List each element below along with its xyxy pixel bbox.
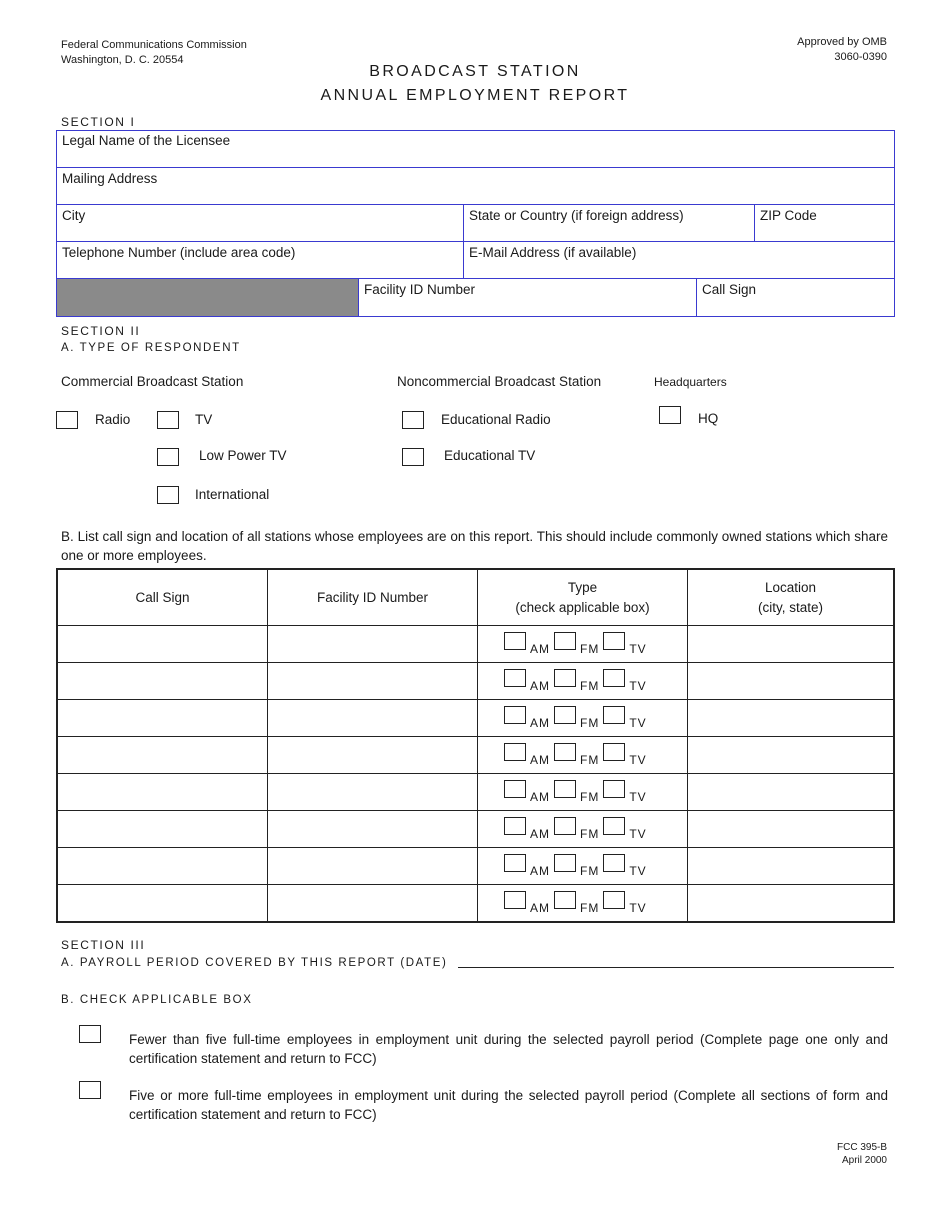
agency-address: Washington, D. C. 20554 [61,54,184,66]
legal-name-field[interactable] [56,130,895,168]
call-sign-label: Call Sign [702,282,757,297]
am-checkbox[interactable] [504,669,526,687]
tv-type-checkbox[interactable] [603,632,625,650]
am-checkbox[interactable] [504,706,526,724]
fm-label: FM [580,642,600,656]
shaded-block [56,278,359,317]
facility-id-header [268,569,478,626]
tv-type-checkbox[interactable] [603,817,625,835]
table-row [57,848,894,885]
page-subtitle: ANNUAL EMPLOYMENT REPORT [320,87,630,104]
fm-label: FM [580,864,600,878]
radio-label: Radio [95,412,131,427]
fm-checkbox[interactable] [554,780,576,798]
location-cell[interactable] [688,626,895,663]
am-label: AM [530,827,550,841]
fm-checkbox[interactable] [554,743,576,761]
tv-type-label: TV [629,901,647,915]
omb-number: 3060-0390 [834,51,887,63]
tv-type-label: TV [629,864,647,878]
type-cell [478,848,688,885]
low-power-tv-label: Low Power TV [199,448,287,463]
facility-id-cell[interactable] [268,811,478,848]
facility-id-cell[interactable] [268,663,478,700]
payroll-period-label: A. PAYROLL PERIOD COVERED BY THIS REPORT (DATE) [61,957,448,969]
call-sign-cell[interactable] [57,737,268,774]
tv-checkbox[interactable] [157,411,179,429]
am-checkbox[interactable] [504,891,526,909]
stations-table [56,568,895,923]
am-label: AM [530,753,550,767]
facility-id-header-text: Facility ID Number [316,589,429,605]
fm-label: FM [580,679,600,693]
location-header-line2: (city, state) [757,599,823,615]
call-sign-header [57,569,268,626]
educational-tv-checkbox[interactable] [402,448,424,466]
payroll-period-line[interactable] [458,967,894,968]
type-cell [478,811,688,848]
agency-name: Federal Communications Commission [61,39,247,51]
educational-radio-checkbox[interactable] [402,411,424,429]
am-label: AM [530,716,550,730]
state-field[interactable] [463,204,755,242]
type-cell [478,663,688,700]
am-label: AM [530,679,550,693]
call-sign-cell[interactable] [57,811,268,848]
call-sign-field[interactable] [696,278,895,317]
tv-type-checkbox[interactable] [603,743,625,761]
table-row [57,885,894,923]
international-label: International [195,487,270,502]
city-field[interactable] [56,204,464,242]
fewer-than-five-checkbox[interactable] [79,1025,101,1043]
type-header-line1: Type [567,579,598,595]
commercial-label: Commercial Broadcast Station [61,374,244,389]
call-sign-cell[interactable] [57,885,268,923]
facility-id-cell[interactable] [268,737,478,774]
location-cell[interactable] [688,774,895,811]
location-header-line1: Location [764,579,817,595]
check-box-heading: B. CHECK APPLICABLE BOX [61,994,253,1006]
fewer-than-five-text: Fewer than five full-time employees in employment unit during the selected payroll period (Complete page one only and certification statement and return to FCC) [129,1032,888,1066]
location-cell[interactable] [688,737,895,774]
mailing-address-label: Mailing Address [62,171,158,186]
educational-radio-label: Educational Radio [441,412,551,427]
call-sign-header-text: Call Sign [135,589,190,605]
tv-type-label: TV [629,642,647,656]
stations-instruction: B. List call sign and location of all stations whose employees are on this report. This should include commonly owned stations which share one or more employees. [61,529,888,563]
location-cell[interactable] [688,700,895,737]
tv-type-label: TV [629,827,647,841]
am-label: AM [530,901,550,915]
call-sign-cell[interactable] [57,626,268,663]
omb-approval: Approved by OMB [797,36,887,48]
table-header-row [57,569,894,626]
fm-label: FM [580,827,600,841]
five-or-more-text: Five or more full-time employees in employment unit during the selected payroll period (Complete all sections of form and certification statement and return to FCC) [129,1088,888,1122]
hq-checkbox[interactable] [659,406,681,424]
fm-label: FM [580,901,600,915]
zip-label: ZIP Code [760,208,817,223]
facility-id-label: Facility ID Number [364,282,476,297]
facility-id-field[interactable] [358,278,697,317]
tv-type-label: TV [629,790,647,804]
educational-tv-label: Educational TV [444,448,536,463]
location-header [688,569,895,626]
low-power-tv-checkbox[interactable] [157,448,179,466]
mailing-address-field[interactable] [56,167,895,205]
tv-type-label: TV [629,716,647,730]
table-row [57,700,894,737]
facility-id-cell[interactable] [268,700,478,737]
five-or-more-checkbox[interactable] [79,1081,101,1099]
email-label: E-Mail Address (if available) [469,245,637,260]
am-label: AM [530,642,550,656]
hq-label: HQ [698,411,719,426]
am-checkbox[interactable] [504,854,526,872]
tv-type-label: TV [629,679,647,693]
am-checkbox[interactable] [504,817,526,835]
table-row [57,737,894,774]
fm-label: FM [580,716,600,730]
email-field[interactable] [463,241,895,279]
page-title: BROADCAST STATION [369,63,581,80]
fm-checkbox[interactable] [554,669,576,687]
form-date: April 2000 [841,1155,887,1166]
fm-checkbox[interactable] [554,891,576,909]
type-header [478,569,688,626]
type-header-line2: (check applicable box) [515,599,650,615]
call-sign-cell[interactable] [57,700,268,737]
section-2-heading: SECTION II [61,324,141,338]
facility-id-cell[interactable] [268,885,478,923]
fm-checkbox[interactable] [554,706,576,724]
fm-checkbox[interactable] [554,854,576,872]
table-row [57,626,894,663]
am-checkbox[interactable] [504,743,526,761]
fm-checkbox[interactable] [554,632,576,650]
location-cell[interactable] [688,885,895,923]
am-checkbox[interactable] [504,780,526,798]
location-cell[interactable] [688,848,895,885]
type-of-respondent-heading: A. TYPE OF RESPONDENT [61,342,241,354]
type-cell [478,774,688,811]
telephone-field[interactable] [56,241,464,279]
radio-checkbox[interactable] [56,411,78,429]
fm-checkbox[interactable] [554,817,576,835]
section-1-heading: SECTION I [61,115,136,129]
tv-label: TV [195,412,213,427]
call-sign-cell[interactable] [57,848,268,885]
call-sign-cell[interactable] [57,663,268,700]
table-row [57,811,894,848]
am-checkbox[interactable] [504,632,526,650]
city-label: City [62,208,86,223]
am-label: AM [530,790,550,804]
state-label: State or Country (if foreign address) [469,208,684,223]
headquarters-label: Headquarters [654,375,727,389]
telephone-label: Telephone Number (include area code) [62,245,296,260]
form-number: FCC 395-B [836,1142,887,1153]
tv-type-label: TV [629,753,647,767]
tv-type-checkbox[interactable] [603,891,625,909]
tv-type-checkbox[interactable] [603,706,625,724]
type-cell [478,885,688,923]
type-cell [478,700,688,737]
zip-field[interactable] [754,204,895,242]
legal-name-label: Legal Name of the Licensee [62,133,231,148]
international-checkbox[interactable] [157,486,179,504]
tv-type-checkbox[interactable] [603,669,625,687]
fm-label: FM [580,753,600,767]
table-row [57,774,894,811]
type-cell [478,626,688,663]
table-row [57,663,894,700]
section-3-heading: SECTION III [61,938,146,952]
facility-id-cell[interactable] [268,774,478,811]
am-label: AM [530,864,550,878]
location-cell[interactable] [688,663,895,700]
location-cell[interactable] [688,811,895,848]
facility-id-cell[interactable] [268,626,478,663]
fm-label: FM [580,790,600,804]
facility-id-cell[interactable] [268,848,478,885]
call-sign-cell[interactable] [57,774,268,811]
tv-type-checkbox[interactable] [603,854,625,872]
type-cell [478,737,688,774]
noncommercial-label: Noncommercial Broadcast Station [397,374,602,389]
tv-type-checkbox[interactable] [603,780,625,798]
